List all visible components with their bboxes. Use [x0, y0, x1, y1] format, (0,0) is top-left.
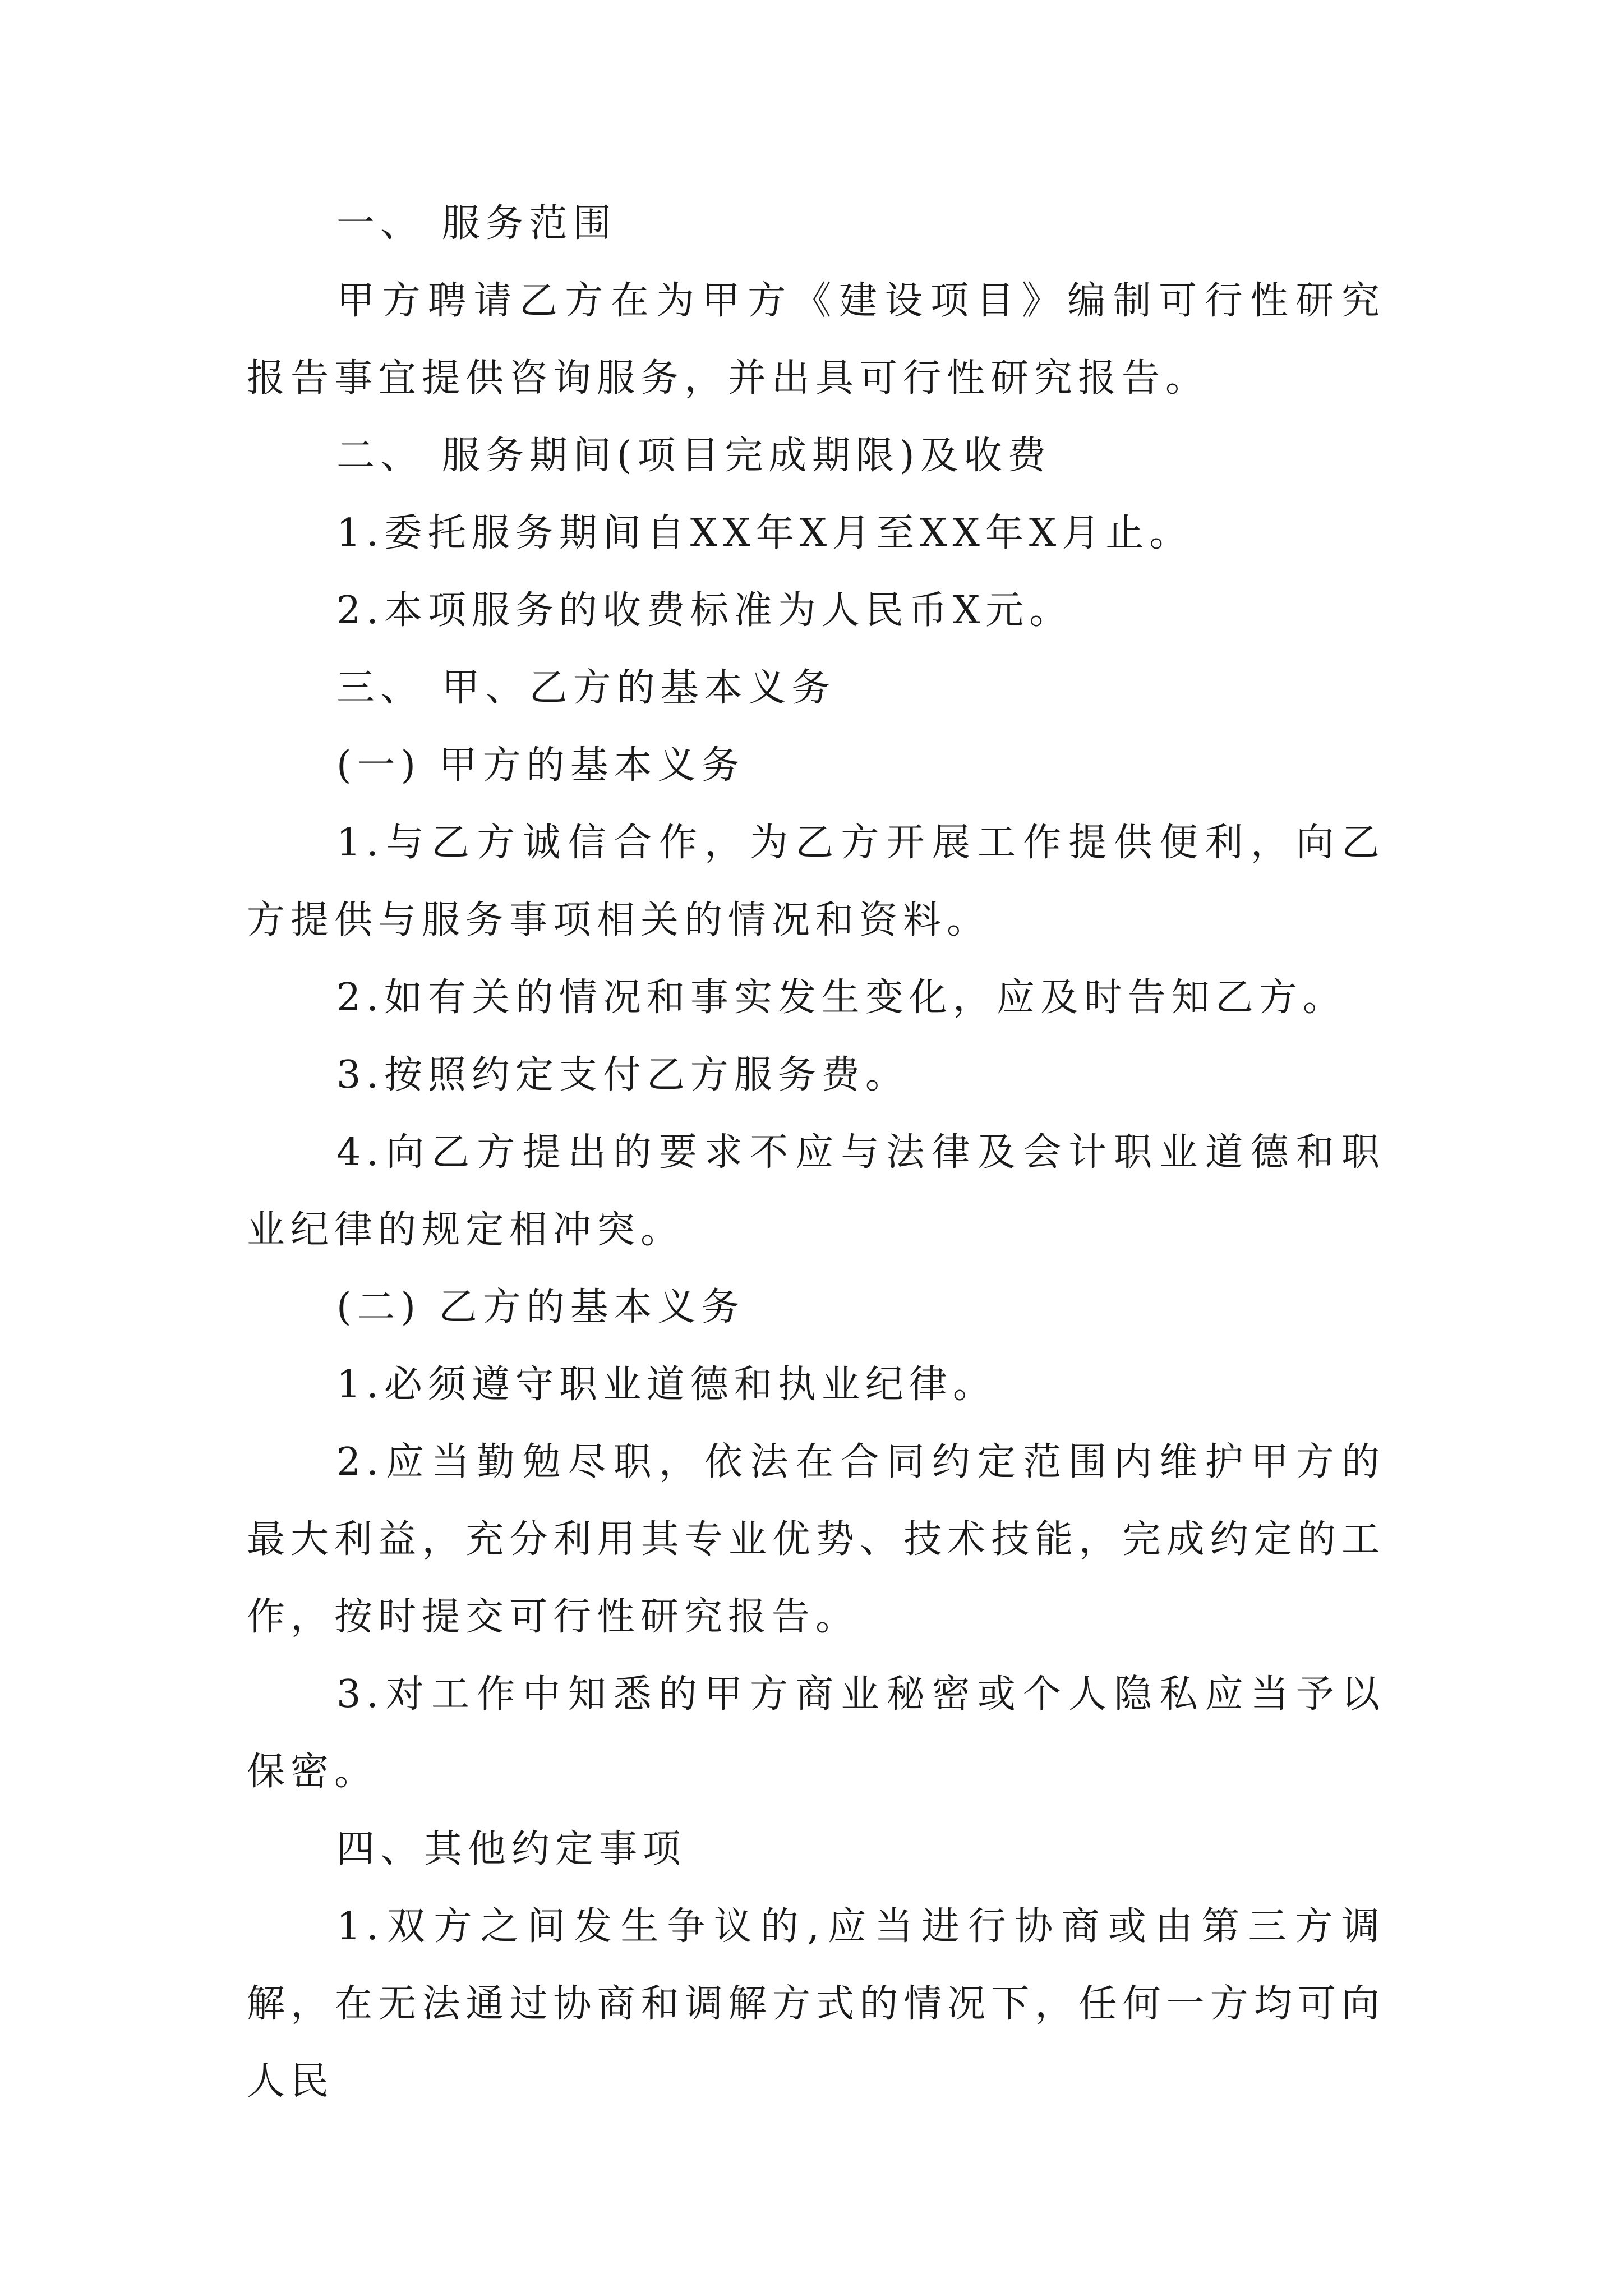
other-item-1: 1.双方之间发生争议的,应当进行协商或由第三方调解，在无法通过协商和调解方式的情况下，任何一方均可向人民	[247, 1904, 1385, 2104]
section-heading-other: 四、其他约定事项	[336, 1827, 687, 1871]
party-a-obligation-4: 4.向乙方提出的要求不应与法律及会计职业道德和职业纪律的规定相冲突。	[247, 1130, 1385, 1252]
section-heading-obligations: 三、 甲、乙方的基本义务	[336, 666, 836, 710]
document-body	[247, 185, 1385, 2120]
paragraph-scope-text: 甲方聘请乙方在为甲方《建设项目》编制可行性研究报告事宜提供咨询服务，并出具可行性研究报告。	[247, 279, 1385, 401]
section-heading-period-fee: 二、 服务期间(项目完成期限)及收费	[336, 434, 1052, 478]
party-b-obligation-2: 2.应当勤勉尽职，依法在合同约定范围内维护甲方的最大利益，充分利用其专业优势、技术技能，完成约定的工作，按时提交可行性研究报告。	[247, 1440, 1385, 1639]
party-b-obligation-1: 1.必须遵守职业道德和执业纪律。	[336, 1363, 997, 1407]
party-b-obligation-3: 3.对工作中知悉的甲方商业秘密或个人隐私应当予以保密。	[247, 1672, 1385, 1794]
party-a-obligation-1: 1.与乙方诚信合作，为乙方开展工作提供便利，向乙方提供与服务事项相关的情况和资料。	[247, 821, 1385, 942]
section-heading-scope: 一、 服务范围	[336, 201, 617, 246]
subsection-heading-party-a: (一) 甲方的基本义务	[336, 743, 745, 788]
paragraph-fee: 2.本项服务的收费标准为人民币X元。	[336, 588, 1073, 633]
party-a-obligation-3: 3.按照约定支付乙方服务费。	[336, 1053, 909, 1097]
party-a-obligation-2: 2.如有关的情况和事实发生变化，应及时告知乙方。	[336, 976, 1347, 1020]
paragraph-period: 1.委托服务期间自XX年X月至XX年X月止。	[336, 511, 1193, 555]
subsection-heading-party-b: (二) 乙方的基本义务	[336, 1285, 745, 1329]
